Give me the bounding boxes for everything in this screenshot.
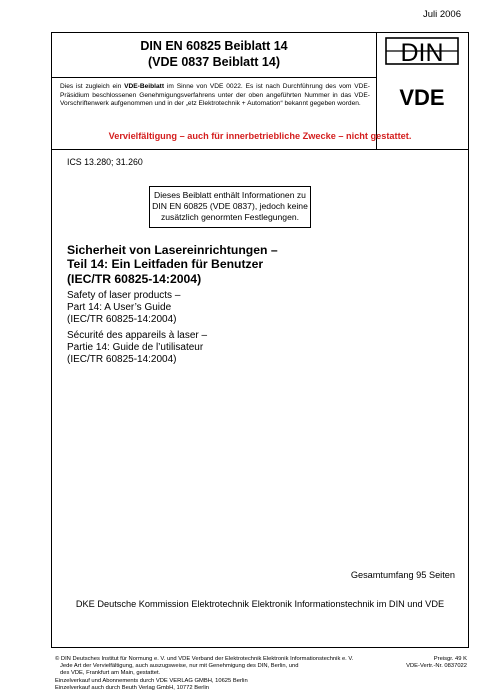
german-title bbox=[67, 243, 447, 286]
footer-copyright bbox=[55, 656, 365, 692]
title-page-frame bbox=[51, 32, 469, 648]
footer-line-1: © DIN Deutsches Institut für Normung e. V. und VDE Verband der Elektrotechnik Elektronik Informationstechnik e. V. bbox=[55, 656, 354, 662]
french-title bbox=[67, 330, 447, 366]
document-title-block bbox=[52, 33, 377, 78]
german-title-line-3: (IEC/TR 60825-14:2004) bbox=[67, 271, 202, 286]
order-number: VDE-Vertr.-Nr. 0837022 bbox=[406, 663, 467, 670]
vde-note-text: Dies ist zugleich ein VDE-Beiblatt im Sinne von VDE 0022. Es ist nach Durchführung des vom VDE-Präsidium beschlossenen Genehmigungsverfahrens unter der oben angeführten Nummer in das VDE-Vorschriftenwerk aufgenommen und in der „etz Elektrotechnik + Automation“ bekannt gegeben worden. bbox=[60, 83, 370, 108]
ics-code: ICS 13.280; 31.260 bbox=[67, 157, 143, 167]
din-logo-text: DIN bbox=[400, 39, 444, 65]
footer-line-4: Einzelverkauf und Abonnements durch VDE VERLAG GMBH, 10625 Berlin bbox=[55, 677, 248, 684]
french-title-line-2: Partie 14: Guide de l’utilisateur bbox=[67, 342, 204, 353]
english-title-line-1: Safety of laser products – bbox=[67, 290, 181, 301]
dke-line: DKE Deutsche Kommission Elektrotechnik Elektronik Informationstechnik im DIN und VDE bbox=[75, 599, 445, 609]
french-title-line-1: Sécurité des appareils à laser – bbox=[67, 330, 208, 341]
footer-line-2: Jede Art der Vervielfältigung, auch auszugsweise, nur mit Genehmigung des DIN, Berlin, und bbox=[60, 663, 299, 670]
din-logo bbox=[382, 37, 462, 65]
german-title-line-2: Teil 14: Ein Leitfaden für Benutzer bbox=[67, 257, 264, 272]
document-number: DIN EN 60825 Beiblatt 14 bbox=[140, 39, 288, 53]
footer-line-5: Einzelverkauf auch durch Beuth Verlag GmbH, 10772 Berlin bbox=[55, 684, 210, 691]
english-title-line-2: Part 14: A User’s Guide bbox=[67, 302, 172, 313]
info-box: Dieses Beiblatt enthält Informationen zu DIN EN 60825 (VDE 0837), jedoch keine zusätzlich genormten Festlegungen. bbox=[149, 186, 311, 228]
price-group: Preisgr. 49 K bbox=[433, 656, 467, 662]
german-title-line-1: Sicherheit von Lasereinrichtungen – bbox=[67, 243, 278, 257]
vde-logo: VDE bbox=[399, 85, 445, 110]
total-pages: Gesamtumfang 95 Seiten bbox=[350, 570, 455, 580]
footer-line-3: des VDE, Frankfurt am Main, gestattet. bbox=[60, 670, 161, 677]
french-title-line-3: (IEC/TR 60825-14:2004) bbox=[67, 354, 177, 365]
english-title-line-3: (IEC/TR 60825-14:2004) bbox=[67, 314, 177, 325]
footer-price bbox=[406, 656, 467, 670]
vde-number: (VDE 0837 Beiblatt 14) bbox=[148, 55, 280, 69]
copy-warning: Vervielfältigung – auch für innerbetriebliche Zwecke – nicht gestattet. bbox=[108, 131, 412, 141]
publication-date: Juli 2006 bbox=[422, 9, 461, 20]
english-title bbox=[67, 290, 447, 326]
